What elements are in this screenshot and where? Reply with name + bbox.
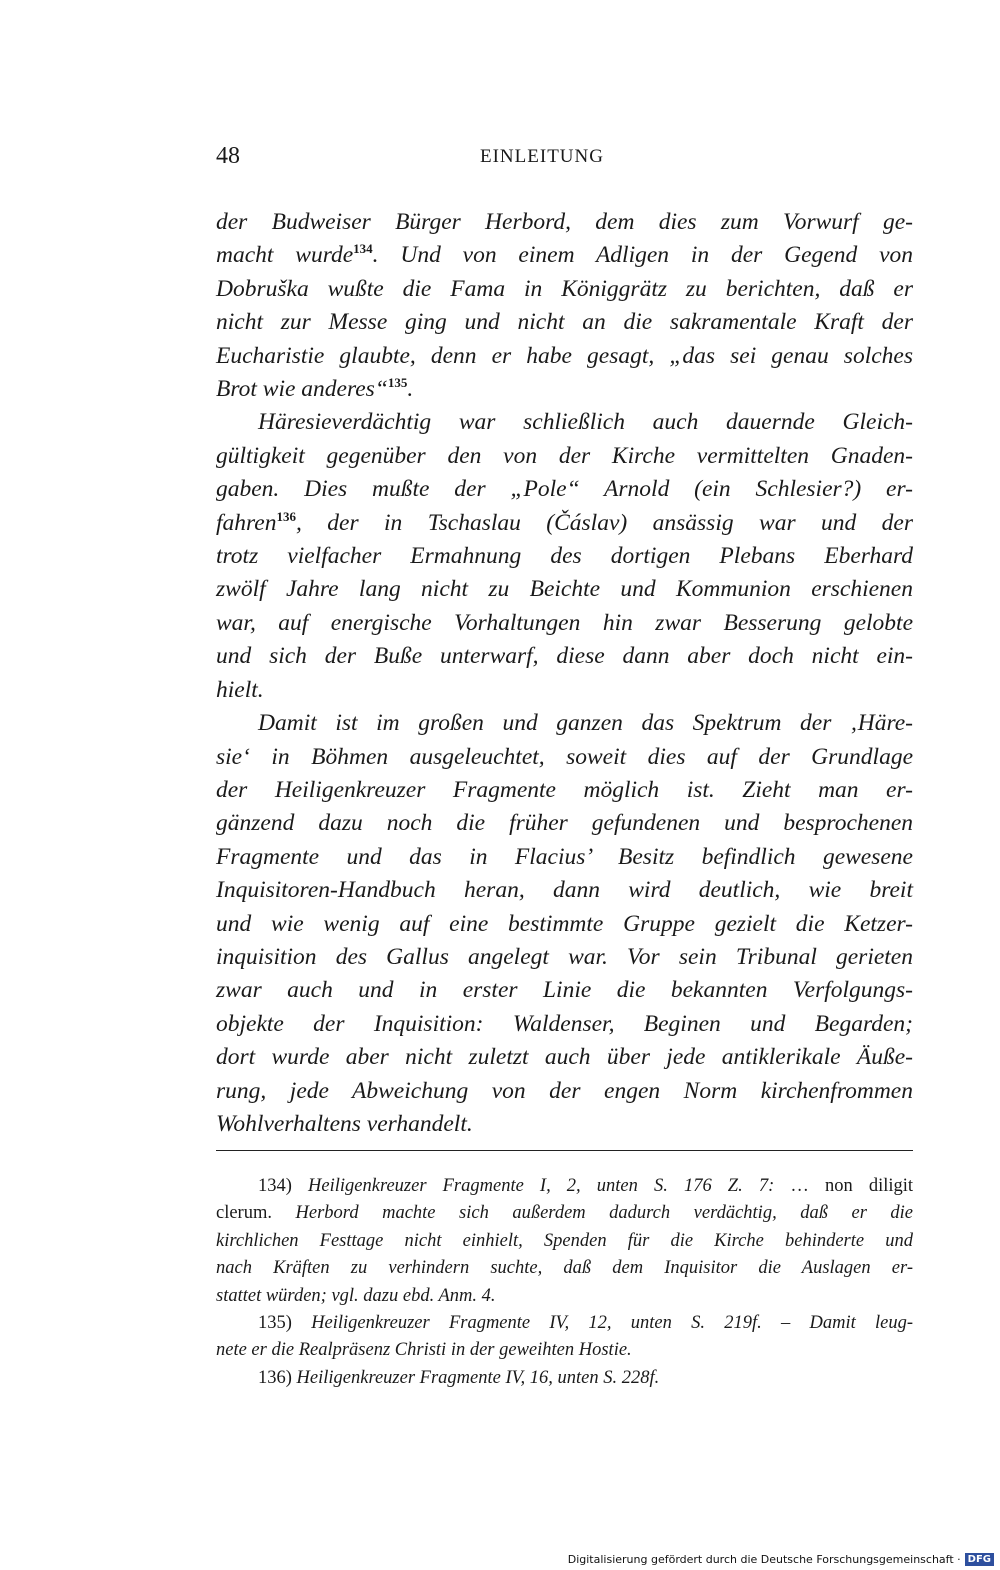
- text-line: dort wurde aber nicht zuletzt auch über jede antiklerikale Äuße-: [216, 1044, 913, 1071]
- paragraph-1: [216, 206, 913, 406]
- text-line: Fragmente und das in Flacius’ Besitz befindlich gewesene: [216, 843, 913, 870]
- footnote-134-line-4: nach Kräften zu verhindern suchte, daß dem Inquisitor die Auslagen er-: [216, 1258, 913, 1279]
- footnote-134-line-3: kirchlichen Festtage nicht einhielt, Spenden für die Kirche behinderte und: [216, 1230, 913, 1251]
- text-line: nicht zur Messe ging und nicht an die sakramentale Kraft der: [216, 309, 913, 336]
- text-line: [216, 507, 913, 540]
- text-segment: macht wurde: [216, 242, 354, 269]
- text-line: zwar auch und in erster Linie die bekannten Verfolgungs-: [216, 977, 913, 1004]
- footnote-134-line-5: stattet würden; vgl. dazu ebd. Anm. 4.: [216, 1285, 496, 1306]
- digitization-credit: [568, 1553, 994, 1566]
- text-segment: fahren: [216, 509, 277, 536]
- text-line: der Budweiser Bürger Herbord, dem dies zum Vorwurf ge-: [216, 209, 913, 235]
- text-line: Eucharistie glaubte, denn er habe gesagt, „das sei genau solches: [216, 342, 913, 369]
- footnote-text: Herbord machte sich außerdem dadurch verdächtig, daß er die: [295, 1203, 914, 1224]
- text-line: [216, 373, 913, 406]
- footnote-136-line-1: [216, 1365, 913, 1392]
- text-segment: , der in Tschaslau (Čáslav) ansässig war und der: [295, 509, 913, 536]
- text-line: inquisition des Gallus angelegt war. Vor sein Tribunal gerieten: [216, 943, 913, 970]
- footnote-marker: 134: [353, 241, 373, 257]
- body-text: [216, 206, 913, 1141]
- paragraph-2: [216, 406, 913, 707]
- footnotes: [216, 1173, 913, 1392]
- text-line: Damit ist im großen und ganzen das Spektrum der ‚Häre-: [258, 710, 913, 737]
- footnote-quote: clerum.: [216, 1203, 272, 1224]
- text-line: Inquisitoren-Handbuch heran, dann wird deutlich, wie breit: [216, 877, 913, 904]
- text-line: sie‘ in Böhmen ausgeleuchtet, soweit dies auf der Grundlage: [216, 743, 913, 770]
- text-line: hielt.: [216, 676, 264, 703]
- text-line: objekte der Inquisition: Waldenser, Beginen und Begarden;: [216, 1010, 913, 1037]
- text-line: und wie wenig auf eine bestimmte Gruppe gezielt die Ketzer-: [216, 910, 913, 937]
- paragraph-3: [216, 707, 913, 1141]
- footnote-135-line-1: [216, 1310, 913, 1337]
- footnote-rule: [216, 1150, 913, 1151]
- footnote-reference: Heiligenkreuzer Fragmente I, 2, unten S. 176 Z. 7:: [308, 1176, 775, 1196]
- footnote-135-line-2: nete er die Realpräsenz Christi in der geweihten Hostie.: [216, 1340, 632, 1361]
- footnote-text: Heiligenkreuzer Fragmente IV, 12, unten S. 219f. – Damit leug-: [311, 1313, 914, 1334]
- text-segment: .: [407, 376, 414, 403]
- text-line: rung, jede Abweichung von der engen Norm kirchenfrommen: [216, 1077, 913, 1104]
- footnote-number: 136): [258, 1367, 292, 1388]
- footnote-number: 135): [258, 1313, 292, 1334]
- text-line: der Heiligenkreuzer Fragmente möglich ist. Zieht man er-: [216, 776, 913, 803]
- text-segment: . Und von einem Adligen in der Gegend von: [372, 242, 913, 269]
- credit-text: Digitalisierung gefördert durch die Deutsche Forschungsgemeinschaft ·: [567, 1553, 961, 1566]
- text-line: gänzend dazu noch die früher gefundenen und besprochenen: [216, 810, 913, 837]
- footnote-quote: … non diligit: [790, 1176, 914, 1196]
- text-line: Wohlverhaltens verhandelt.: [216, 1110, 473, 1137]
- footnote-134-line-2: [216, 1200, 913, 1227]
- text-line: und sich der Buße unterwarf, diese dann aber doch nicht ein-: [216, 643, 913, 670]
- text-line: Häresieverdächtig war schließlich auch dauernde Gleich-: [258, 409, 913, 436]
- text-line: gaben. Dies mußte der „Pole“ Arnold (ein Schlesier?) er-: [216, 476, 913, 503]
- footnote-number: 134): [258, 1176, 292, 1196]
- text-line: zwölf Jahre lang nicht zu Beichte und Kommunion erschienen: [216, 576, 913, 603]
- text-line: Dobruška wußte die Fama in Königgrätz zu berichten, daß er: [216, 275, 913, 302]
- footnote-marker: 136: [276, 508, 296, 524]
- footnote-text: Heiligenkreuzer Fragmente IV, 16, unten S. 228f.: [296, 1367, 660, 1388]
- text-line: gültigkeit gegenüber den von der Kirche vermittelten Gnaden-: [216, 442, 913, 469]
- text-segment: Brot wie anderes“: [216, 376, 388, 403]
- dfg-logo: DFG: [965, 1553, 994, 1566]
- page-number: 48: [216, 143, 240, 169]
- text-line: war, auf energische Vorhaltungen hin zwar Besserung gelobte: [216, 609, 913, 636]
- footnote-134-line-1: [216, 1173, 913, 1200]
- footnote-marker: 135: [387, 375, 408, 391]
- text-line: [216, 239, 913, 272]
- text-line: trotz vielfacher Ermahnung des dortigen Plebans Eberhard: [216, 543, 913, 570]
- running-head: EINLEITUNG: [480, 146, 604, 167]
